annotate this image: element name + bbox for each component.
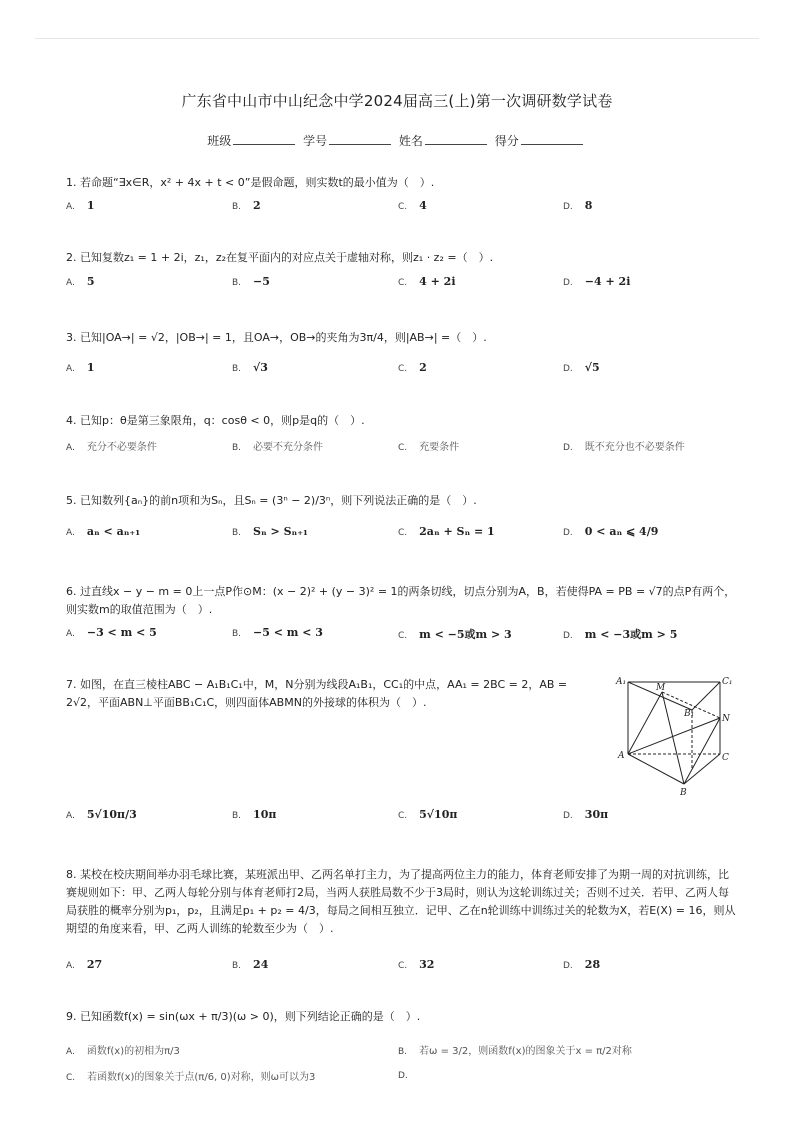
question-8-options [66, 958, 736, 976]
option-c[interactable]: C. 2 [398, 361, 427, 374]
label-a1: A₁ [616, 677, 627, 687]
question-5-options [66, 525, 736, 543]
option-d[interactable]: D. −4 + 2i [563, 275, 631, 288]
label-c: C [722, 753, 729, 763]
top-rule [35, 38, 759, 39]
option-b[interactable]: B. 10π [232, 808, 277, 821]
option-c[interactable]: C. 32 [398, 958, 435, 971]
option-c[interactable]: C. 4 + 2i [398, 275, 456, 288]
question-4-options [66, 438, 736, 456]
option-b[interactable]: B. −5 < m < 3 [232, 626, 323, 639]
question-5-stem: 5. 已知数列{aₙ}的前n项和为Sₙ，且Sₙ = (3ⁿ − 2)/3ⁿ，则下列说法正确的是（ ）. [66, 494, 477, 507]
question-1-stem: 1. 若命题“∃x∈R，x² + 4x + t < 0”是假命题，则实数t的最小值为（ ）. [66, 176, 435, 189]
class-label: 班级 [207, 134, 232, 148]
question-2-options [66, 275, 736, 293]
option-a[interactable]: A. 函数f(x)的初相为π/3 [66, 1046, 180, 1057]
option-d[interactable]: D. [398, 1071, 408, 1081]
option-d[interactable]: D. 0 < aₙ ⩽ 4/9 [563, 525, 659, 538]
prism-figure [612, 672, 740, 800]
option-c[interactable]: C. 充要条件 [398, 442, 460, 453]
option-a[interactable]: A. 27 [66, 958, 103, 971]
option-b[interactable]: B. 若ω = 3/2，则函数f(x)的图象关于x = π/2对称 [398, 1046, 632, 1057]
label-a: A [618, 751, 625, 761]
name-blank[interactable] [425, 134, 487, 145]
question-7-stem: 7. 如图，在直三棱柱ABC − A₁B₁C₁中，M，N分别为线段A₁B₁，CC₁的中点，AA₁ = 2BC = 2，AB = 2√2，平面ABN⊥平面BB₁C₁C，则四面体ABMN的外接球的体积为（ ）. [66, 678, 568, 709]
name-label: 姓名 [398, 134, 423, 148]
question-9-options-row1 [66, 1042, 736, 1060]
label-m: M [656, 683, 666, 693]
option-b[interactable]: B. 24 [232, 958, 269, 971]
option-a[interactable]: A. 1 [66, 361, 95, 374]
score-label: 得分 [494, 134, 519, 148]
question-3-stem: 3. 已知|OA→| = √2，|OB→| = 1，且OA→，OB→的夹角为3π/4，则|AB→| =（ ）. [66, 331, 487, 344]
question-4-stem: 4. 已知p：θ是第三象限角，q：cosθ < 0，则p是q的（ ）. [66, 414, 365, 427]
question-9-options-row2 [66, 1068, 736, 1086]
option-b[interactable]: B. 2 [232, 199, 261, 212]
question-7-options [66, 808, 736, 826]
label-b1: B₁ [684, 709, 695, 719]
label-n: N [722, 714, 730, 724]
option-a[interactable]: A. 5√10π/3 [66, 808, 137, 821]
option-d[interactable]: D. √5 [563, 361, 600, 374]
option-c[interactable]: C. 若函数f(x)的图象关于点(π/6, 0)对称，则ω可以为3 [66, 1072, 316, 1083]
option-b[interactable]: B. Sₙ > Sₙ₊₁ [232, 525, 308, 538]
question-3-options [66, 361, 736, 379]
option-d[interactable]: D. 30π [563, 808, 609, 821]
label-b: B [680, 788, 687, 798]
option-b[interactable]: B. √3 [232, 361, 268, 374]
option-a[interactable]: A. 1 [66, 199, 95, 212]
option-c[interactable]: C. 5√10π [398, 808, 458, 821]
option-b[interactable]: B. −5 [232, 275, 270, 288]
option-d[interactable]: D. 8 [563, 199, 593, 212]
page-title: 广东省中山市中山纪念中学2024届高三(上)第一次调研数学试卷 [181, 92, 613, 110]
option-a[interactable]: A. aₙ < aₙ₊₁ [66, 525, 141, 538]
student-info-line [0, 132, 794, 149]
number-blank[interactable] [329, 134, 391, 145]
option-c[interactable]: C. 2aₙ + Sₙ = 1 [398, 525, 495, 538]
question-1-options [66, 199, 736, 217]
option-a[interactable]: A. 充分不必要条件 [66, 442, 157, 453]
option-d[interactable]: D. 28 [563, 958, 601, 971]
option-b[interactable]: B. 必要不充分条件 [232, 442, 324, 453]
score-blank[interactable] [521, 134, 583, 145]
option-d[interactable]: D. 既不充分也不必要条件 [563, 442, 685, 453]
option-d[interactable]: D. m < −3或m > 5 [563, 628, 678, 641]
question-8-stem: 8. 某校在校庆期间举办羽毛球比赛，某班派出甲、乙两名单打主力，为了提高两位主力的能力，体育老师安排了为期一周的对抗训练，比赛规则如下：甲、乙两人每轮分别与体育老师打2局，当两人获胜局数不少于3局时，则认为这轮训练过关；否则不过关．若甲、乙两人每局获胜的概率分别为p₁，p₂，且满足p₁ + p₂ = 4/3，每局之间相互独立．记甲、乙在n轮训练中训练过关的轮数为X，若E(X) = 16，则从期望的角度来看，甲、乙两人训练的轮数至少为（ ）. [66, 868, 736, 935]
class-blank[interactable] [233, 134, 295, 145]
question-9-stem: 9. 已知函数f(x) = sin(ωx + π/3)(ω > 0)，则下列结论正确的是（ ）. [66, 1010, 421, 1023]
question-2-stem: 2. 已知复数z₁ = 1 + 2i，z₁，z₂在复平面内的对应点关于虚轴对称，则z₁ · z₂ =（ ）. [66, 251, 494, 264]
number-label: 学号 [303, 134, 328, 148]
option-c[interactable]: C. m < −5或m > 3 [398, 628, 512, 641]
label-c1: C₁ [722, 677, 733, 687]
question-6-options [66, 626, 736, 644]
option-c[interactable]: C. 4 [398, 199, 427, 212]
option-a[interactable]: A. −3 < m < 5 [66, 626, 157, 639]
option-a[interactable]: A. 5 [66, 275, 95, 288]
question-6-stem: 6. 过直线x − y − m = 0上一点P作⊙M：(x − 2)² + (y − 3)² = 1的两条切线，切点分别为A，B，若使得PA = PB = √7的点P有两个，则实数m的取值范围为（ ）. [66, 585, 736, 616]
